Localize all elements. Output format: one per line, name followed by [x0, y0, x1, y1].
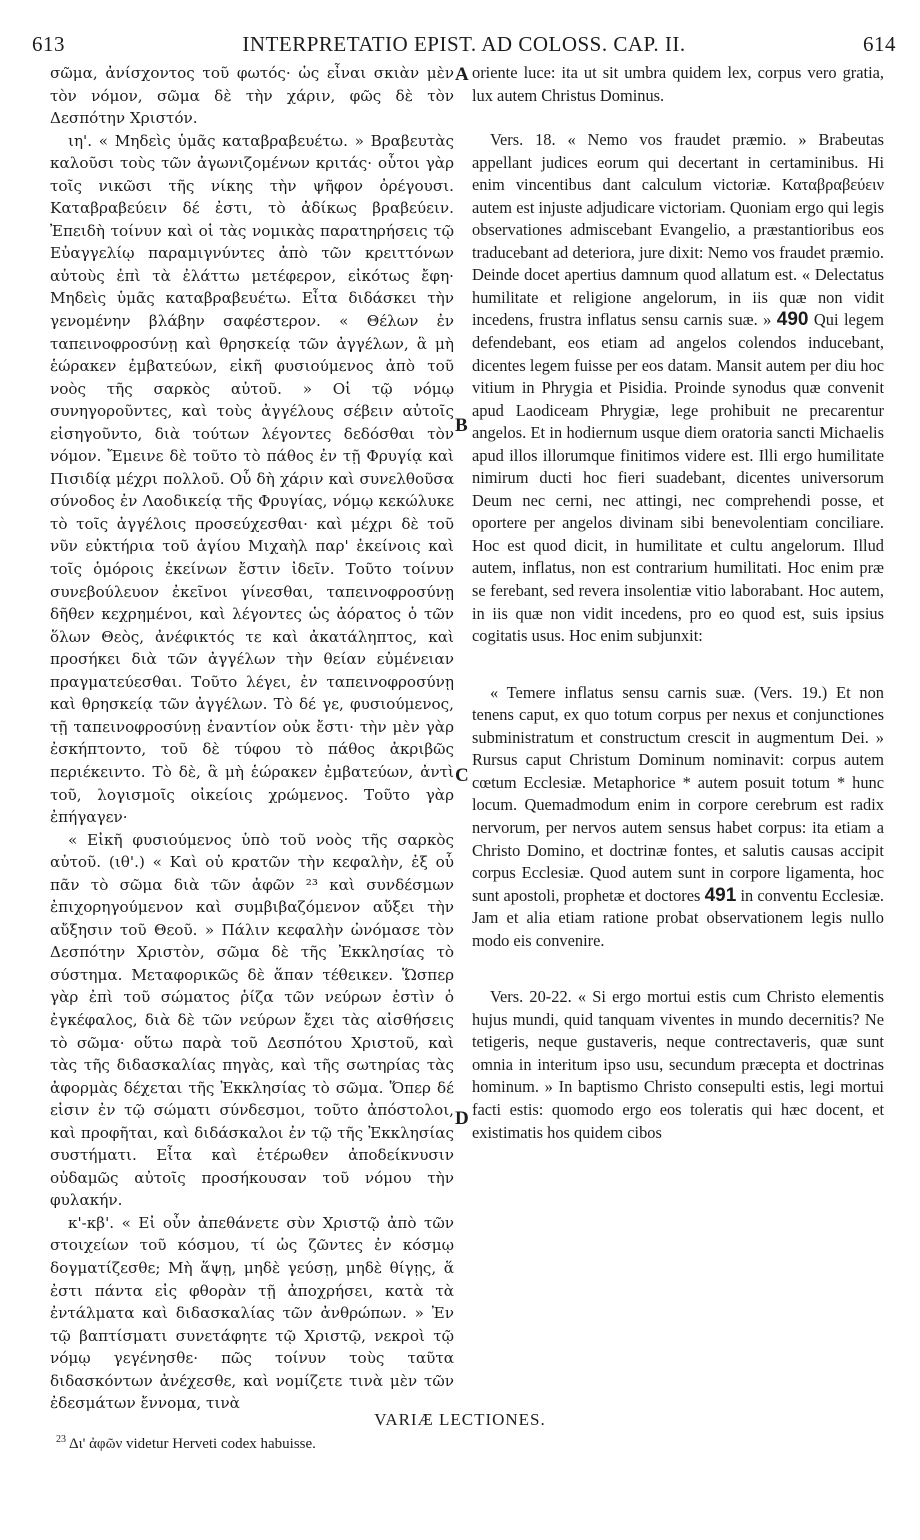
- running-title: INTERPRETATIO EPIST. AD COLOSS. CAP. II.: [242, 32, 686, 56]
- running-header: [32, 32, 896, 62]
- latin-paragraph: [472, 129, 884, 648]
- greek-paragraph: « Εἰκῆ φυσιούμενος ὑπὸ τοῦ νοὸς τῆς σαρκὸς αὐτοῦ. (ιθ'.) « Καὶ οὐ κρατῶν τὴν κεφαλὴν, ἐξ οὗ πᾶν τὸ σῶμα διὰ τῶν ἀφῶν ²³ καὶ συνδέσμων ἐπιχορηγούμενον καὶ συμβιβαζόμενον αὔξει τὴν αὔξησιν τοῦ Θεοῦ. » Πάλιν κεφαλὴν ὠνόμασε τὸν Δεσπότην Χριστὸν, σῶμα δὲ τῆς Ἐκκλησίας τὸ σύστημα. Μεταφορικῶς δὲ ἅπαν τέθεικεν. Ὥσπερ γὰρ ἐπὶ τοῦ σώματος ῥίζα τῶν νεύρων ἐστὶν ὁ ἐγκέφαλος, διὰ δὲ τῶν νεύρων ἔχει τὰς αἰσθήσεις τὸ σῶμα· οὕτω παρὰ τοῦ Δεσπότου Χριστοῦ, καὶ τὰς τῆς διδασκαλίας πηγὰς, καὶ τῆς σωτηρίας τὰς ἀφορμὰς δέχεται τῆς Ἐκκλησίας τὸ σῶμα. Ὅπερ δέ εἰσιν ἐν τῷ σώματι σύνδεσμοι, τοῦτο ἀπόστολοι, καὶ προφῆται, καὶ διδάσκαλοι ἐν τῷ τῆς Ἐκκλησίας συστήματι. Εἶτα καὶ ἑτέρωθεν ἀποδείκνυσιν οὐδαμῶς αὐτοῖς προσήκουσαν τοῦ νόμου τὴν φυλακήν.: [50, 830, 454, 1210]
- footnote-number: 23: [56, 1434, 66, 1445]
- column-number-490: 490: [776, 309, 809, 331]
- page-number-right: 614: [863, 32, 896, 56]
- latin-text: « Temere inflatus sensu carnis suæ. (Vers. 19.) Et non tenens caput, ex quo totum corpus per nexus et conjunctiones subministratum et constructum crescit in augmentum Dei. » Rursus caput Christum Dominum nominavit: corpus autem cœtum Ecclesiæ. Metaphorice * autem posuit totum * hunc locum. Quemadmodum enim in corpore cerebrum est radix nervorum, per nervos autem sensus habet corpus: ita etiam a Christo Domino, et doctrinæ fontes, et salutis causas accipit corpus Ecclesiæ. Quod autem sunt in corpore ligamenta, hoc sunt apostoli, prophetæ et doctores: [472, 682, 884, 905]
- variae-lectiones-heading: VARIÆ LECTIONES.: [374, 1410, 546, 1429]
- page-number-left: 613: [32, 32, 65, 56]
- footnote: [56, 1434, 316, 1453]
- margin-letter-a: A: [455, 64, 469, 85]
- margin-letter-b: B: [455, 415, 468, 436]
- latin-paragraph: [472, 682, 884, 953]
- column-number-491: 491: [704, 884, 737, 906]
- greek-paragraph: ιη'. « Μηδεὶς ὑμᾶς καταβραβευέτω. » Βραβευτὰς καλοῦσι τοὺς τῶν ἀγωνιζομένων κριτάς· οὗτοι γὰρ τοῖς νικῶσι τῆς νίκης τὴν ψῆφον ὀρέγουσι. Καταβραβεύειν δέ ἐστι, τὸ ἀδίκως βραβεύειν. Ἐπειδὴ τοίνυν καὶ οἱ τὰς νομικὰς παρατηρήσεις τῷ Εὐαγγελίῳ παραμιγνύντες ἀπὸ τῶν κρειττόνων αὐτοὺς ἐπὶ τὰ ἐλάττω μετέφερον, εἰκότως ἔφη· Μηδεὶς ὑμᾶς καταβραβευέτω. Εἶτα διδάσκει τὴν γενομένην βλάβην σαφέστερον. « Θέλων ἐν ταπεινοφροσύνῃ καὶ θρησκείᾳ τῶν ἀγγέλων, ἃ μὴ ἑώρακεν ἐμβατεύων, εἰκῆ φυσιούμενος ἀπὸ τοῦ νοὸς τῆς σαρκὸς αὐτοῦ. » Οἱ τῷ νόμῳ συνηγοροῦντες, καὶ τοὺς ἀγγέλους σέβειν αὐτοῖς εἰσηγοῦντο, διὰ τούτων λέγοντες δεδόσθαι τὸν νόμον. Ἔμεινε δὲ τοῦτο τὸ πάθος ἐν τῇ Φρυγίᾳ καὶ Πισιδίᾳ μέχρι πολλοῦ. Οὗ δὴ χάριν καὶ συνελθοῦσα σύνοδος ἐν Λαοδικείᾳ τῆς Φρυγίας, νόμῳ κεκώλυκε τὸ τοῖς ἀγγέλοις προσεύχεσθαι· καὶ μέχρι δὲ τοῦ νῦν εὐκτήρια τοῦ ἁγίου Μιχαὴλ παρ' ἐκείνοις καὶ τοῖς ὁμόροις ἐκείνων ἔστιν ἰδεῖν. Τοῦτο τοίνυν συνεβούλευον ἐκεῖνοι γίνεσθαι, ταπεινοφροσύνῃ δῆθεν κεχρημένοι, καὶ λέγοντες ὡς ἀόρατος ὁ τῶν ὅλων Θεὸς, ἀνέφικτός τε καὶ ἀκατάληπτος, καὶ προσήκει διὰ τῶν ἀγγέλων τὴν θείαν εὐμένειαν πραγματεύεσθαι. Τοῦτο λέγει, ἐν ταπεινοφροσύνῃ καὶ θρησκείᾳ τῶν ἀγγέλων. Τὸ δέ γε, φυσιούμενος, τῇ ταπεινοφροσύνῃ ἐναντίον οὐκ ἔστι· τὴν μὲν γὰρ ἐσκήπτοντο, τοῦ δὲ τύφου τὸ πάθος ἀκριβῶς περιέκειντο. Τὸ δὲ, ἃ μὴ ἑώρακεν ἐμβατεύων, ἀντὶ τοῦ, λογισμοῖς οἰκείοις χρώμενος. Τοῦτο γὰρ ἐπήγαγεν·: [50, 131, 454, 827]
- greek-paragraph: σῶμα, ἀνίσχοντος τοῦ φωτός· ὡς εἶναι σκιὰν μὲν τὸν νόμον, σῶμα δὲ τὴν χάριν, φῶς δὲ τὸν Δεσπότην Χριστόν.: [50, 64, 454, 128]
- latin-text: Qui legem defendebant, eos etiam ad angelos colendos inducebant, dicentes legem fuisse per eos datam. Mansit autem per diu hoc vitium in Phrygia et Pisidia. Proinde synodus quæ convenit apud Laodiceam Phrygiæ, lege prohibuit ne precarentur angelos. Et in hodiernum usque diem oratoria sancti Michaelis apud illos illorumque finitimos videre est. Illi ergo humilitate nimirum ducti hoc fieri suadebant, dicentes universorum Deum nec cerni, nec attingi, nec comprehendi posse, et oportere per angelos divinam sibi benevolentiam conciliare. Hoc est quod dicit, in humilitate et cultu angelorum. Illud autem, inflatus, non est contrarium humilitati. Hoc enim præ se ferebant, sed revera insolentiæ vitio laborabant. Hoc autem, in iis quæ non vidit incedens, pro eo quod est, suis ipsius cogitatis usus. Hoc enim subjunxit:: [472, 310, 884, 646]
- greek-paragraph: κ'-κβ'. « Εἰ οὖν ἀπεθάνετε σὺν Χριστῷ ἀπὸ τῶν στοιχείων τοῦ κόσμου, τί ὡς ζῶντες ἐν κόσμῳ δογματίζεσθε; Μὴ ἅψῃ, μηδὲ γεύσῃ, μηδὲ θίγῃς, ἅ ἐστι πάντα εἰς φθορὰν τῇ ἀποχρήσει, κατὰ τὰ ἐντάλματα καὶ διδασκαλίας τῶν ἀνθρώπων. » Ἐν τῷ βαπτίσματι συνετάφητε τῷ Χριστῷ, νεκροὶ τῷ νόμῳ γεγένησθε· πῶς τοίνυν τοὺς ταῦτα διδασκόντων ἀνέχεσθε, καὶ νομίζετε τινὰ μὲν τῶν ἐδεσμάτων ἔννομα, τινὰ: [50, 1213, 454, 1413]
- greek-column: [50, 62, 454, 1415]
- latin-paragraph: Vers. 20-22. « Si ergo mortui estis cum Christo elementis hujus mundi, quid tanquam viventes in mundo decernitis? Ne tetigeris, neque gustaveris, neque contrectaveris, quæ sunt omnia in interitum ipso usu, secundum præcepta et doctrinas hominum. » In baptismo Christo consepulti estis, legi mortui facti estis: quomodo ergo eos toleratis qui hæc docent, et existimatis hos quidem cibos: [472, 987, 884, 1142]
- latin-paragraph: oriente luce: ita ut sit umbra quidem lex, corpus vero gratia, lux autem Christus Dominus.: [472, 63, 884, 105]
- latin-text: Vers. 18. « Nemo vos fraudet præmio. » Brabeutas appellant judices eorum qui decertant in certaminibus. Hi enim vincentibus dant calculum victoriæ. Καταβραβεύειν autem est injuste adjudicare victoriam. Quoniam ergo qui legis observationes admiscebant Evangelio, a præstantioribus eos traducebant ad deteriora, jure dixit: Nemo vos fraudet præmio. Deinde docet apertius damnum quod allatum est. « Delectatus humilitate et religione angelorum, in iis quæ non vidit incedens, frustra inflatus sensu carnis suæ. »: [472, 130, 884, 330]
- margin-letter-c: C: [455, 765, 469, 786]
- footnote-text: Δι' ἀφῶν videtur Herveti codex habuisse.: [68, 1436, 316, 1452]
- latin-text: in conventu Ecclesiæ. Jam et alia etiam ratione probat observationem legis nullo modo eis convenire.: [472, 885, 884, 950]
- latin-column: [472, 62, 884, 1144]
- margin-letter-d: D: [455, 1108, 469, 1129]
